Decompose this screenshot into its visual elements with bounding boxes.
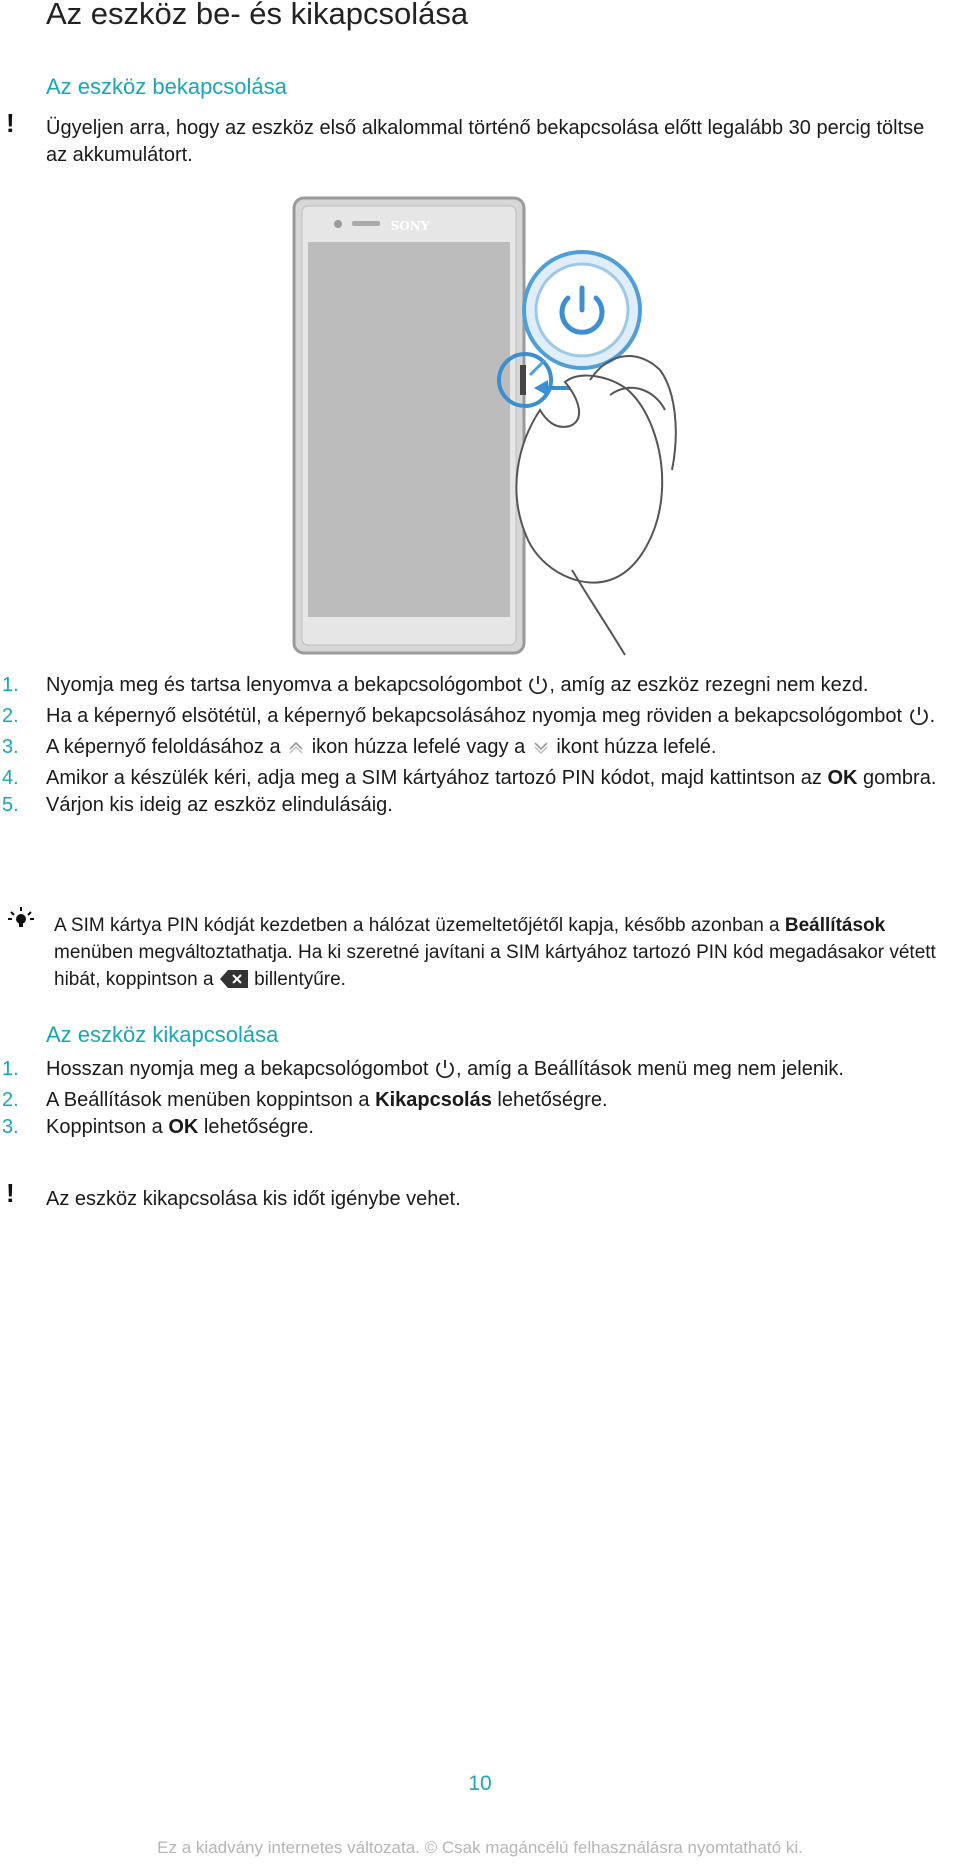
warning-icon: ! [6, 1178, 15, 1208]
list-item: 1. Nyomja meg és tartsa lenyomva a bekapcsológombot , amíg az eszköz rezegni nem kezd. [0, 672, 960, 703]
section-heading-power-on: Az eszköz bekapcsolása [46, 74, 287, 99]
unlock-arrow-down-icon [531, 737, 551, 765]
section-heading-power-off: Az eszköz kikapcsolása [46, 1022, 279, 1047]
list-item: 2. Ha a képernyő elsötétül, a képernyő bekapcsolásához nyomja meg röviden a bekapcsológombot . [0, 703, 960, 734]
shutdown-warning: Az eszköz kikapcsolása kis időt igénybe vehet. [46, 1188, 461, 1210]
list-item: 3. A képernyő feloldásához a ikon húzza lefelé vagy a ikont húzza lefelé. [0, 734, 960, 765]
power-icon [434, 1057, 456, 1087]
list-item: 2. A Beállítások menüben koppintson a Kikapcsolás lehetőségre. [2, 1089, 608, 1111]
list-item: 1. Hosszan nyomja meg a bekapcsológombot , amíg a Beállítások menü meg nem jelenik. [0, 1056, 960, 1087]
charging-warning: Ügyeljen arra, hogy az eszköz első alkalommal történő bekapcsolása előtt legalább 30 percig töltse az akkumulátort. [46, 117, 925, 166]
list-item: 5. Várjon kis ideig az eszköz elindulásáig. [2, 794, 393, 816]
page-number: 10 [468, 1772, 492, 1795]
backspace-key-icon [219, 969, 249, 997]
list-item: 4. Amikor a készülék kéri, adja meg a SIM kártyához tartozó PIN kódot, majd kattintson az OK gombra. [2, 767, 937, 789]
power-icon [908, 704, 930, 734]
power-off-steps [0, 1056, 960, 1141]
phone-power-button-illustration [280, 190, 740, 660]
unlock-arrow-up-icon [286, 737, 306, 765]
power-icon [527, 673, 549, 703]
phone-brand-text: SONY [390, 219, 430, 233]
tip-lightbulb-icon [8, 906, 34, 935]
sim-pin-tip: A SIM kártya PIN kódját kezdetben a hálózat üzemeltetőjétől kapja, később azonban a Beállítások menüben megváltoztathatja. Ha ki szeretné javítani a SIM kártyához tartozó PIN kód megadásakor vétett hibát, koppintson a billentyűre. [54, 912, 954, 997]
warning-icon: ! [6, 108, 15, 138]
page-title: Az eszköz be- és kikapcsolása [46, 0, 469, 31]
power-on-steps [0, 672, 960, 819]
list-item: 3. Koppintson a OK lehetőségre. [2, 1116, 314, 1138]
page-footer: Ez a kiadvány internetes változata. © Csak magáncélú felhasználásra nyomtatható ki. [157, 1838, 803, 1857]
